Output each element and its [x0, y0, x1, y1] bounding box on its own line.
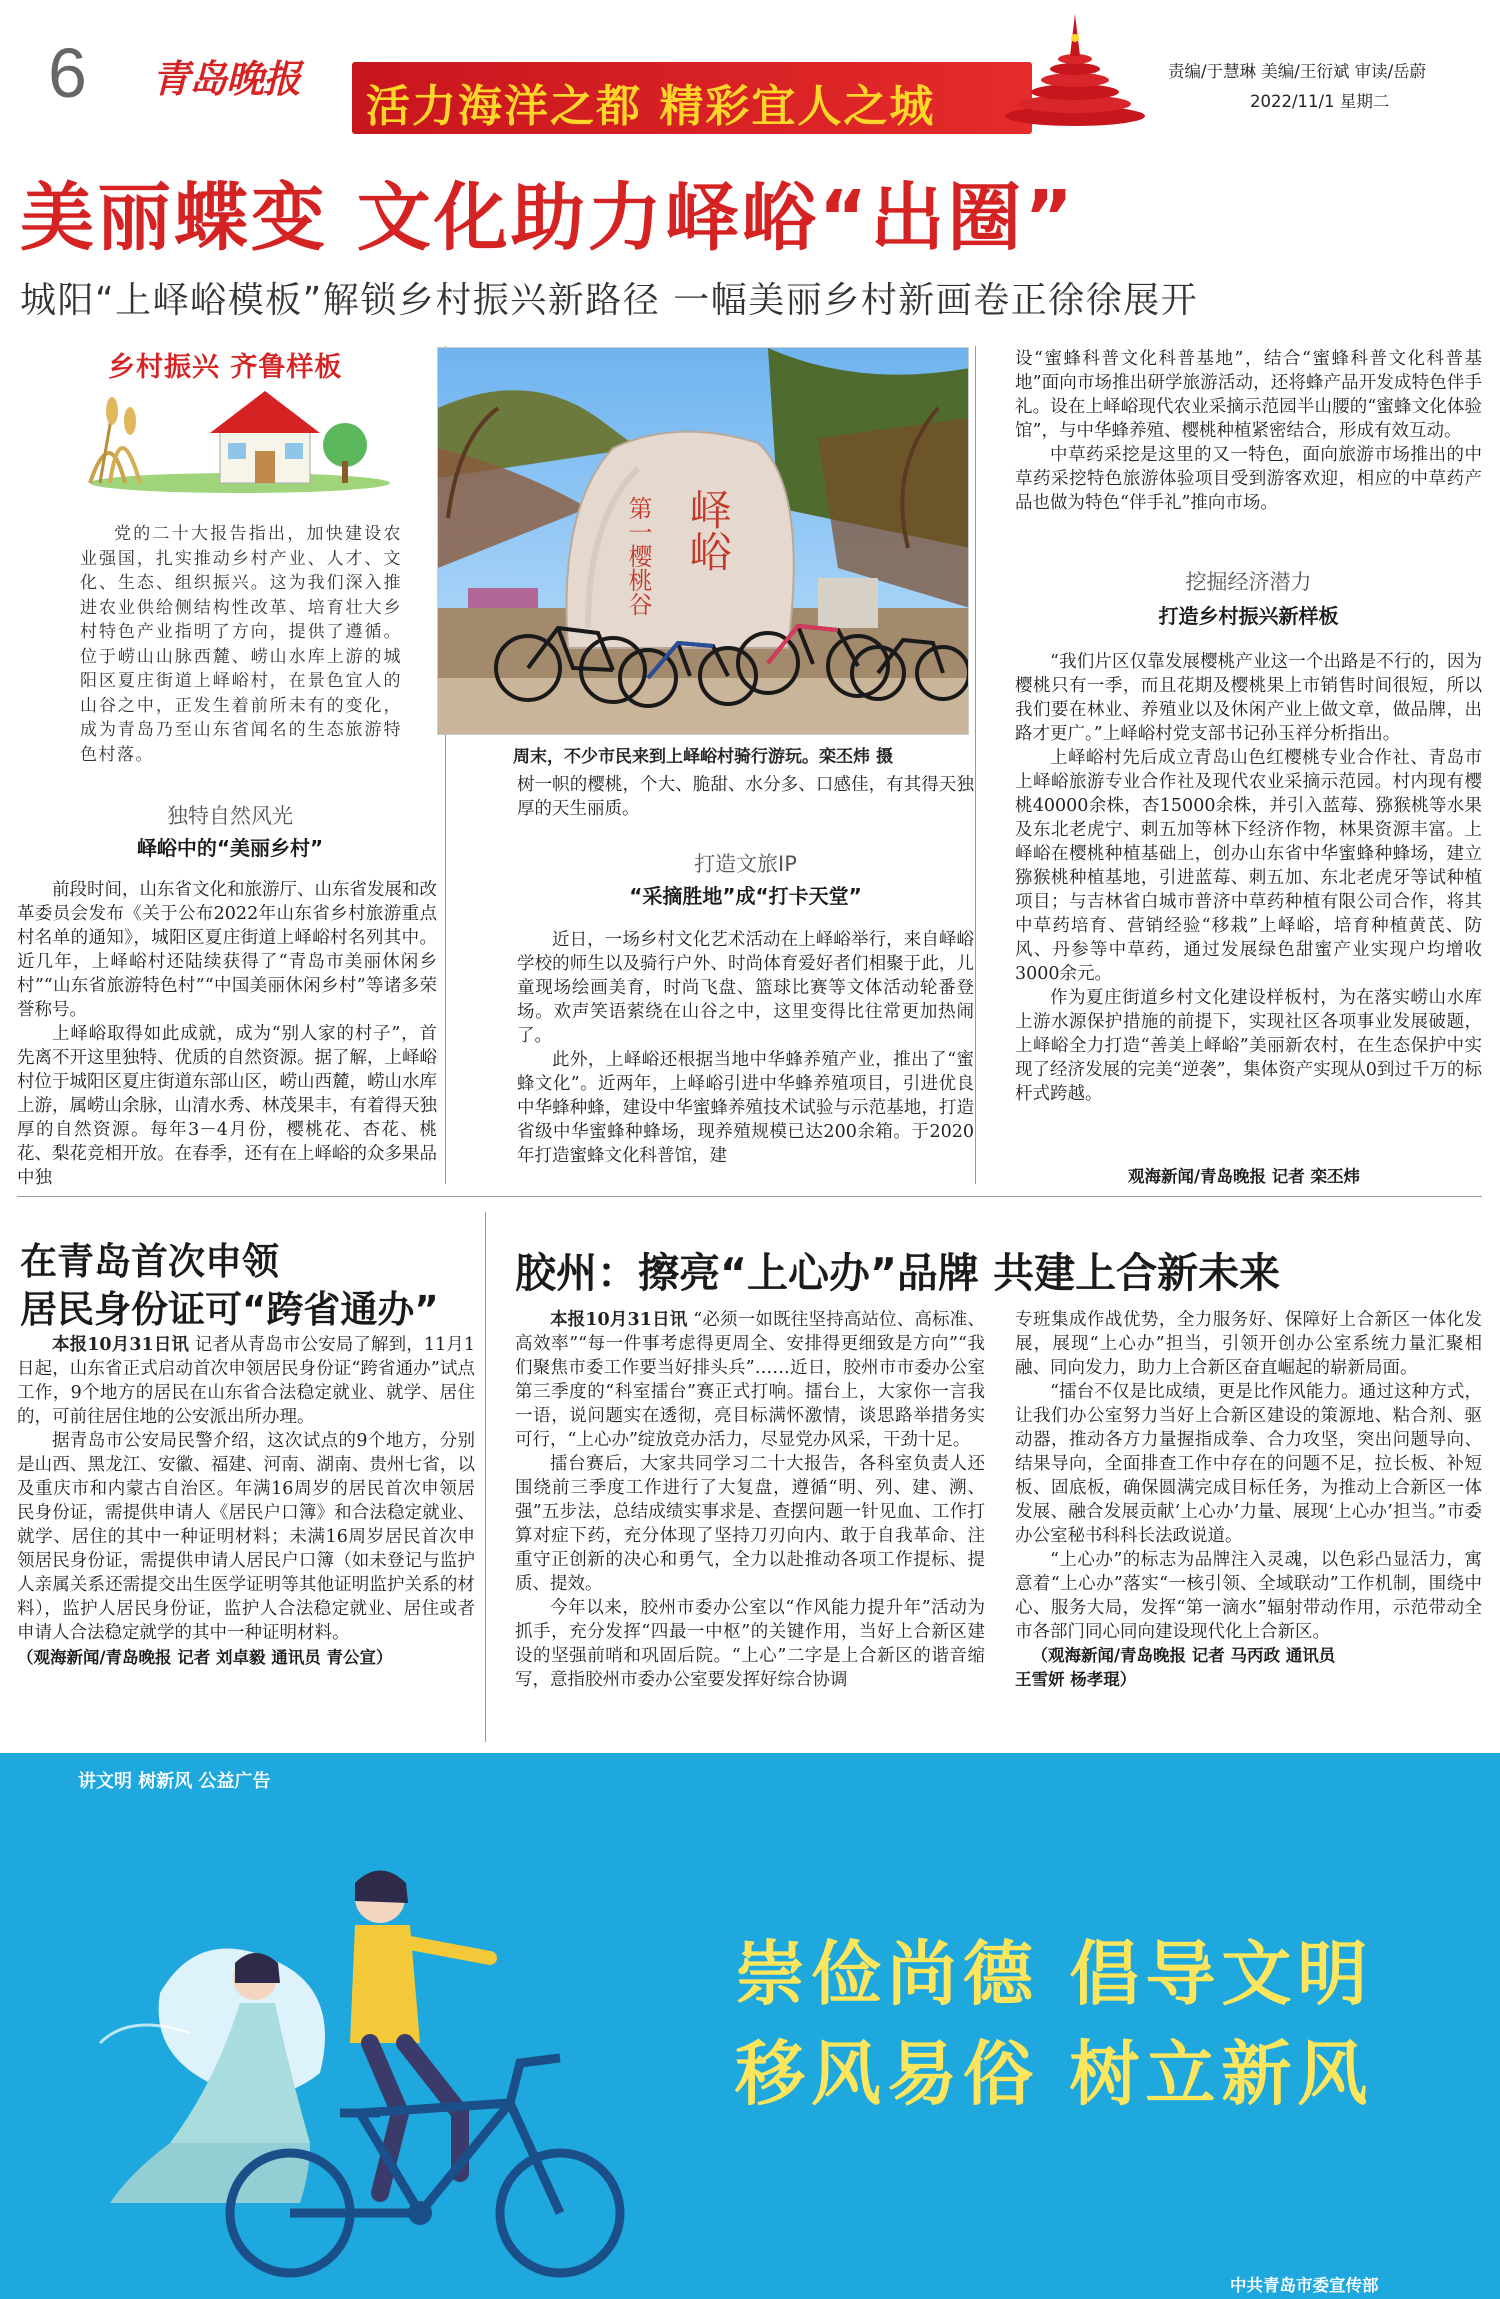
paragraph: 今年以来，胶州市委办公室以“作风能力提升年”活动为抓手，充分发挥“四最一中枢”的关键作用，当好上合新区建设的坚强前哨和巩固后院。“上心”二字是上合新区的谐音缩写，意指胶州市委办公室要发挥好综合协调	[515, 1598, 985, 1690]
paragraph	[515, 1308, 985, 1452]
paragraph-text: “必须一如既往坚持高站位、高标准、高效率”“每一件事考虑得更周全、安排得更细致是方向”“我们聚焦市委工作要当好排头兵”……近日，胶州市市委办公室第三季度的“科室擂台”赛正式打响。擂台上，大家你一言我一语，说问题实在透彻，亮目标满怀激情，谈思路举措务实可行，“上心办”绽放竞办活力，尽显党办风采，干劲十足。	[515, 1310, 985, 1450]
lead-headline: 美丽蝶变 文化助力峄峪“出圈”	[20, 175, 1077, 261]
photo-sign-text-right: 峄峪	[683, 488, 733, 572]
editor-credits: 责编/于慧琳 美编/王衍斌 审读/岳蔚	[1168, 62, 1427, 81]
paragraph-text: 记者从青岛市公安局了解到，11月1日起，山东省正式启动首次申领居民身份证“跨省通办”试点工作，9个地方的居民在山东省合法稳定就业、就学、居住的，可前往居住地的公安派出所办理。	[17, 1335, 475, 1427]
jiaozhou-byline: （观海新闻/青岛晚报 记者 马丙政 通讯员	[1031, 1646, 1336, 1665]
col2-continued	[517, 773, 974, 821]
paragraph: 树一帜的樱桃，个大、脆甜、水分多、口感佳，有其得天独厚的天生丽质。	[517, 775, 974, 819]
paragraph: 设“蜜蜂科普文化科普基地”，结合“蜜蜂科普文化科普基地”面向市场推出研学旅游活动，还将蜂产品开发成特色伴手礼。设在上峄峪现代农业采摘示范园半山腰的“蜜蜂文化体验馆”，与中华蜂养殖、樱桃种植紧密结合，形成有效互动。	[1015, 349, 1482, 441]
farmhouse-icon	[70, 383, 400, 493]
couple-bicycle-icon	[40, 1813, 760, 2283]
paragraph: 此外，上峄峪还根据当地中华蜂养殖产业，推出了“蜜蜂文化”。近两年，上峄峪引进中华蜂养殖项目，引进优良中华蜂种蜂，建设中华蜜蜂养殖技术试验与示范基地，打造省级中华蜜蜂种蜂场，现养殖规模已达200余箱。于2020年打造蜜蜂文化科普馆，建	[517, 1050, 974, 1166]
photo-sign-text: 第一樱桃谷	[624, 496, 652, 616]
paragraph: 上峄峪村先后成立青岛山色红樱桃专业合作社、青岛市上峄峪旅游专业合作社及现代农业采摘示范园。村内现有樱桃40000余株，杏15000余株，并引入蓝莓、猕猴桃等水果及东北老虎宁、刺五加等林下经济作物，林果资源丰富。上峄峪在樱桃种植基础上，创办山东省中华蜜蜂种蜂场，建立猕猴桃种植基地，引进蓝莓、刺五加、东北老虎牙等试种植项目；与吉林省白城市普济中草药种植有限公司合作，将其中草药培育、营销经验“移栽”上峄峪，培育种植黄芪、防风、丹参等中草药，通过发展绿色甜蜜产业实现户均增收3000余元。	[1015, 748, 1482, 984]
paragraph: “上心办”的标志为品牌注入灵魂，以色彩凸显活力，寓意着“上心办”落实“一核引领、全域联动”工作机制，围绕中心、服务大局，发挥“第一滴水”辐射带动作用，示范带动全市各部门同心同向建设现代化上合新区。	[1015, 1550, 1482, 1642]
photo-scene	[438, 348, 969, 735]
jiaozhou-story-col2	[1015, 1308, 1482, 1692]
ad-tag: 讲文明 树新风 公益广告	[78, 1771, 271, 1792]
jiaozhou-byline: 王雪妍 杨孝琨）	[1015, 1670, 1137, 1689]
paragraph: “擂台不仅是比成绩，更是比作风能力。通过这种方式，让我们办公室努力当好上合新区建设的策源地、粘合剂、驱动器，推动各方力量握指成拳、合力攻坚，突出问题导向、结果导向，全面排查工作中存在的问题不足，拉长板、补短板、固底板，确保圆满完成目标任务，为推动上合新区一体发展、融合发展贡献‘上心办’力量、展现‘上心办’担当。”市委办公室秘书科科长法政说道。	[1015, 1382, 1482, 1546]
lead-intro-text: 党的二十大报告指出，加快建设农业强国，扎实推动乡村产业、人才、文化、生态、组织振兴。这为我们深入推进农业供给侧结构性改革、培育壮大乡村特色产业指明了方向，提供了遵循。位于崂山山脉西麓、崂山水库上游的城阳区夏庄街道上峄峪村，在景色宜人的山谷之中，正发生着前所未有的变化，成为青岛乃至山东省闻名的生态旅游特色村落。	[80, 524, 402, 765]
public-service-ad	[0, 1753, 1500, 2299]
jiaozhou-story-headline: 胶州：擦亮“上心办”品牌 共建上合新未来	[515, 1249, 1281, 1297]
lead-subhead: 城阳“上峄峪模板”解锁乡村振兴新路径 一幅美丽乡村新画卷正徐徐展开	[20, 280, 1199, 321]
headline-line: 居民身份证可“跨省通办”	[20, 1288, 439, 1331]
paragraph: 中草药采挖是这里的又一特色，面向旅游市场推出的中草药采挖特色旅游体验项目受到游客欢迎，相应的中草药产品也做为特色“伴手礼”推向市场。	[1015, 445, 1482, 513]
dateline: 本报10月31日讯	[550, 1310, 688, 1330]
jiaozhou-story-col1	[515, 1308, 985, 1692]
paragraph: 近日，一场乡村文化艺术活动在上峄峪举行，来自峄峪学校的师生以及骑行户外、时尚体育爱好者们相聚于此，儿童现场绘画美育，时尚飞盘、篮球比赛等文体活动轮番登场。欢声笑语萦绕在山谷之中，这里变得比往常更加热闹了。	[517, 930, 974, 1046]
photo-caption: 周末，不少市民来到上峄峪村骑行游玩。栾丕炜 摄	[513, 747, 893, 767]
lead-byline: 观海新闻/青岛晚报 记者 栾丕炜	[1128, 1167, 1361, 1186]
id-card-byline: （观海新闻/青岛晚报 记者 刘卓毅 通讯员 青公宣）	[17, 1648, 393, 1667]
paragraph: 专班集成作战优势，全力服务好、保障好上合新区一体化发展，展现“上心办”担当，引领开创办公室系统力量汇聚相融、同向发力，助力上合新区奋直崛起的崭新局面。	[1015, 1310, 1482, 1378]
section2-body	[517, 928, 974, 1168]
section3-body	[1015, 650, 1482, 1106]
section3-subtitle: 打造乡村振兴新样板	[1158, 604, 1339, 628]
paragraph: 据青岛市公安局民警介绍，这次试点的9个地方，分别是山西、黑龙江、安徽、福建、河南、湖南、贵州七省，以及重庆市和内蒙古自治区。年满16周岁的居民首次申领居民身份证，需提供申请人《居民户口簿》和合法稳定就业、就学、居住的其中一种证明材料；未满16周岁居民首次申领居民身份证，需提供申请人居民户口簿（如未登记与监护人亲属关系还需提交出生医学证明等其他证明监护关系的材料），监护人居民身份证，监护人合法稳定就业、居住或者申请人合法稳定就学的其中一种证明材料。	[17, 1431, 475, 1643]
paragraph: 前段时间，山东省文化和旅游厅、山东省发展和改革委员会发布《关于公布2022年山东省乡村旅游重点村名单的通知》，城阳区夏庄街道上峄峪村名列其中。近几年，上峄峪村还陆续获得了“青岛市美丽休闲乡村”“山东省旅游特色村”“中国美丽休闲乡村”等诸多荣誉称号。	[17, 880, 437, 1020]
section2-title: 打造文旅IP	[694, 852, 797, 876]
section2-subtitle: “采摘胜地”成“打卡天堂”	[629, 884, 862, 908]
lead-intro	[80, 522, 402, 767]
paragraph	[17, 1333, 475, 1429]
ad-slogan-line-2: 移风易俗 树立新风	[735, 2033, 1374, 2115]
paragraph: 擂台赛后，大家共同学习二十大报告，各科室负责人还围绕前三季度工作进行了大复盘，遵循“明、列、建、溯、强”五步法，总结成绩实事求是、查摆问题一针见血、工作打算对症下药，充分体现了坚持刀刃向内、敢于自我革命、注重守正创新的决心和勇气，全力以赴推动各项工作提标、提质、提效。	[515, 1454, 985, 1594]
masthead-logo: 青岛晚报	[152, 56, 301, 101]
id-card-story-headline	[20, 1238, 480, 1334]
issue-date: 2022/11/1 星期二	[1250, 92, 1390, 111]
banner-text: 活力海洋之都 精彩宜人之城	[366, 81, 936, 132]
dateline: 本报10月31日讯	[52, 1335, 190, 1355]
cyclists-photo	[437, 347, 969, 735]
column-rule	[975, 346, 976, 1184]
headline-line: 在青岛首次申领	[20, 1240, 279, 1283]
paragraph: 上峄峪取得如此成就，成为“别人家的村子”，首先离不开这里独特、优质的自然资源。据了解，上峄峪村位于城阳区夏庄街道东部山区，崂山西麓，崂山水库上游，属崂山余脉，山清水秀、林茂果丰，有着得天独厚的自然资源。每年3－4月份，樱桃花、杏花、桃花、梨花竞相开放。在春季，还有在上峄峪的众多果品中独	[17, 1024, 437, 1188]
paragraph: “我们片区仅靠发展樱桃产业这一个出路是不行的，因为樱桃只有一季，而且花期及樱桃果上市销售时间很短，所以我们要在林业、养殖业以及休闲产业上做文章，做品牌，出路才更广。”上峄峪村党支部书记孙玉祥分析指出。	[1015, 652, 1482, 744]
id-card-story-body	[17, 1333, 475, 1670]
section1-subtitle: 峄峪中的“美丽乡村”	[136, 836, 324, 860]
ad-organization: 中共青岛市委宣传部	[1230, 2276, 1379, 2295]
section3-title: 挖掘经济潜力	[1185, 570, 1312, 594]
badge-title: 乡村振兴 齐鲁样板	[108, 352, 343, 383]
section1-body	[17, 878, 437, 1190]
col3-body-top	[1015, 347, 1482, 515]
section-divider	[17, 1196, 1482, 1197]
page-number: 6	[48, 34, 87, 112]
section1-title: 独特自然风光	[167, 804, 293, 828]
ad-slogan-line-1: 崇俭尚德 倡导文明	[735, 1933, 1374, 2015]
paragraph: 作为夏庄街道乡村文化建设样板村，为在落实崂山水库上游水源保护措施的前提下，实现社区各项事业发展破题，上峄峪全力打造“善美上峄峪”美丽新农村，在生态保护中实现了经济发展的完美“逆袭”，集体资产实现从0到过千万的标杆式跨越。	[1015, 988, 1482, 1104]
rural-revitalization-badge	[70, 345, 410, 495]
tower-icon	[1000, 8, 1150, 128]
header-banner	[352, 62, 1032, 134]
column-rule	[485, 1212, 486, 1742]
